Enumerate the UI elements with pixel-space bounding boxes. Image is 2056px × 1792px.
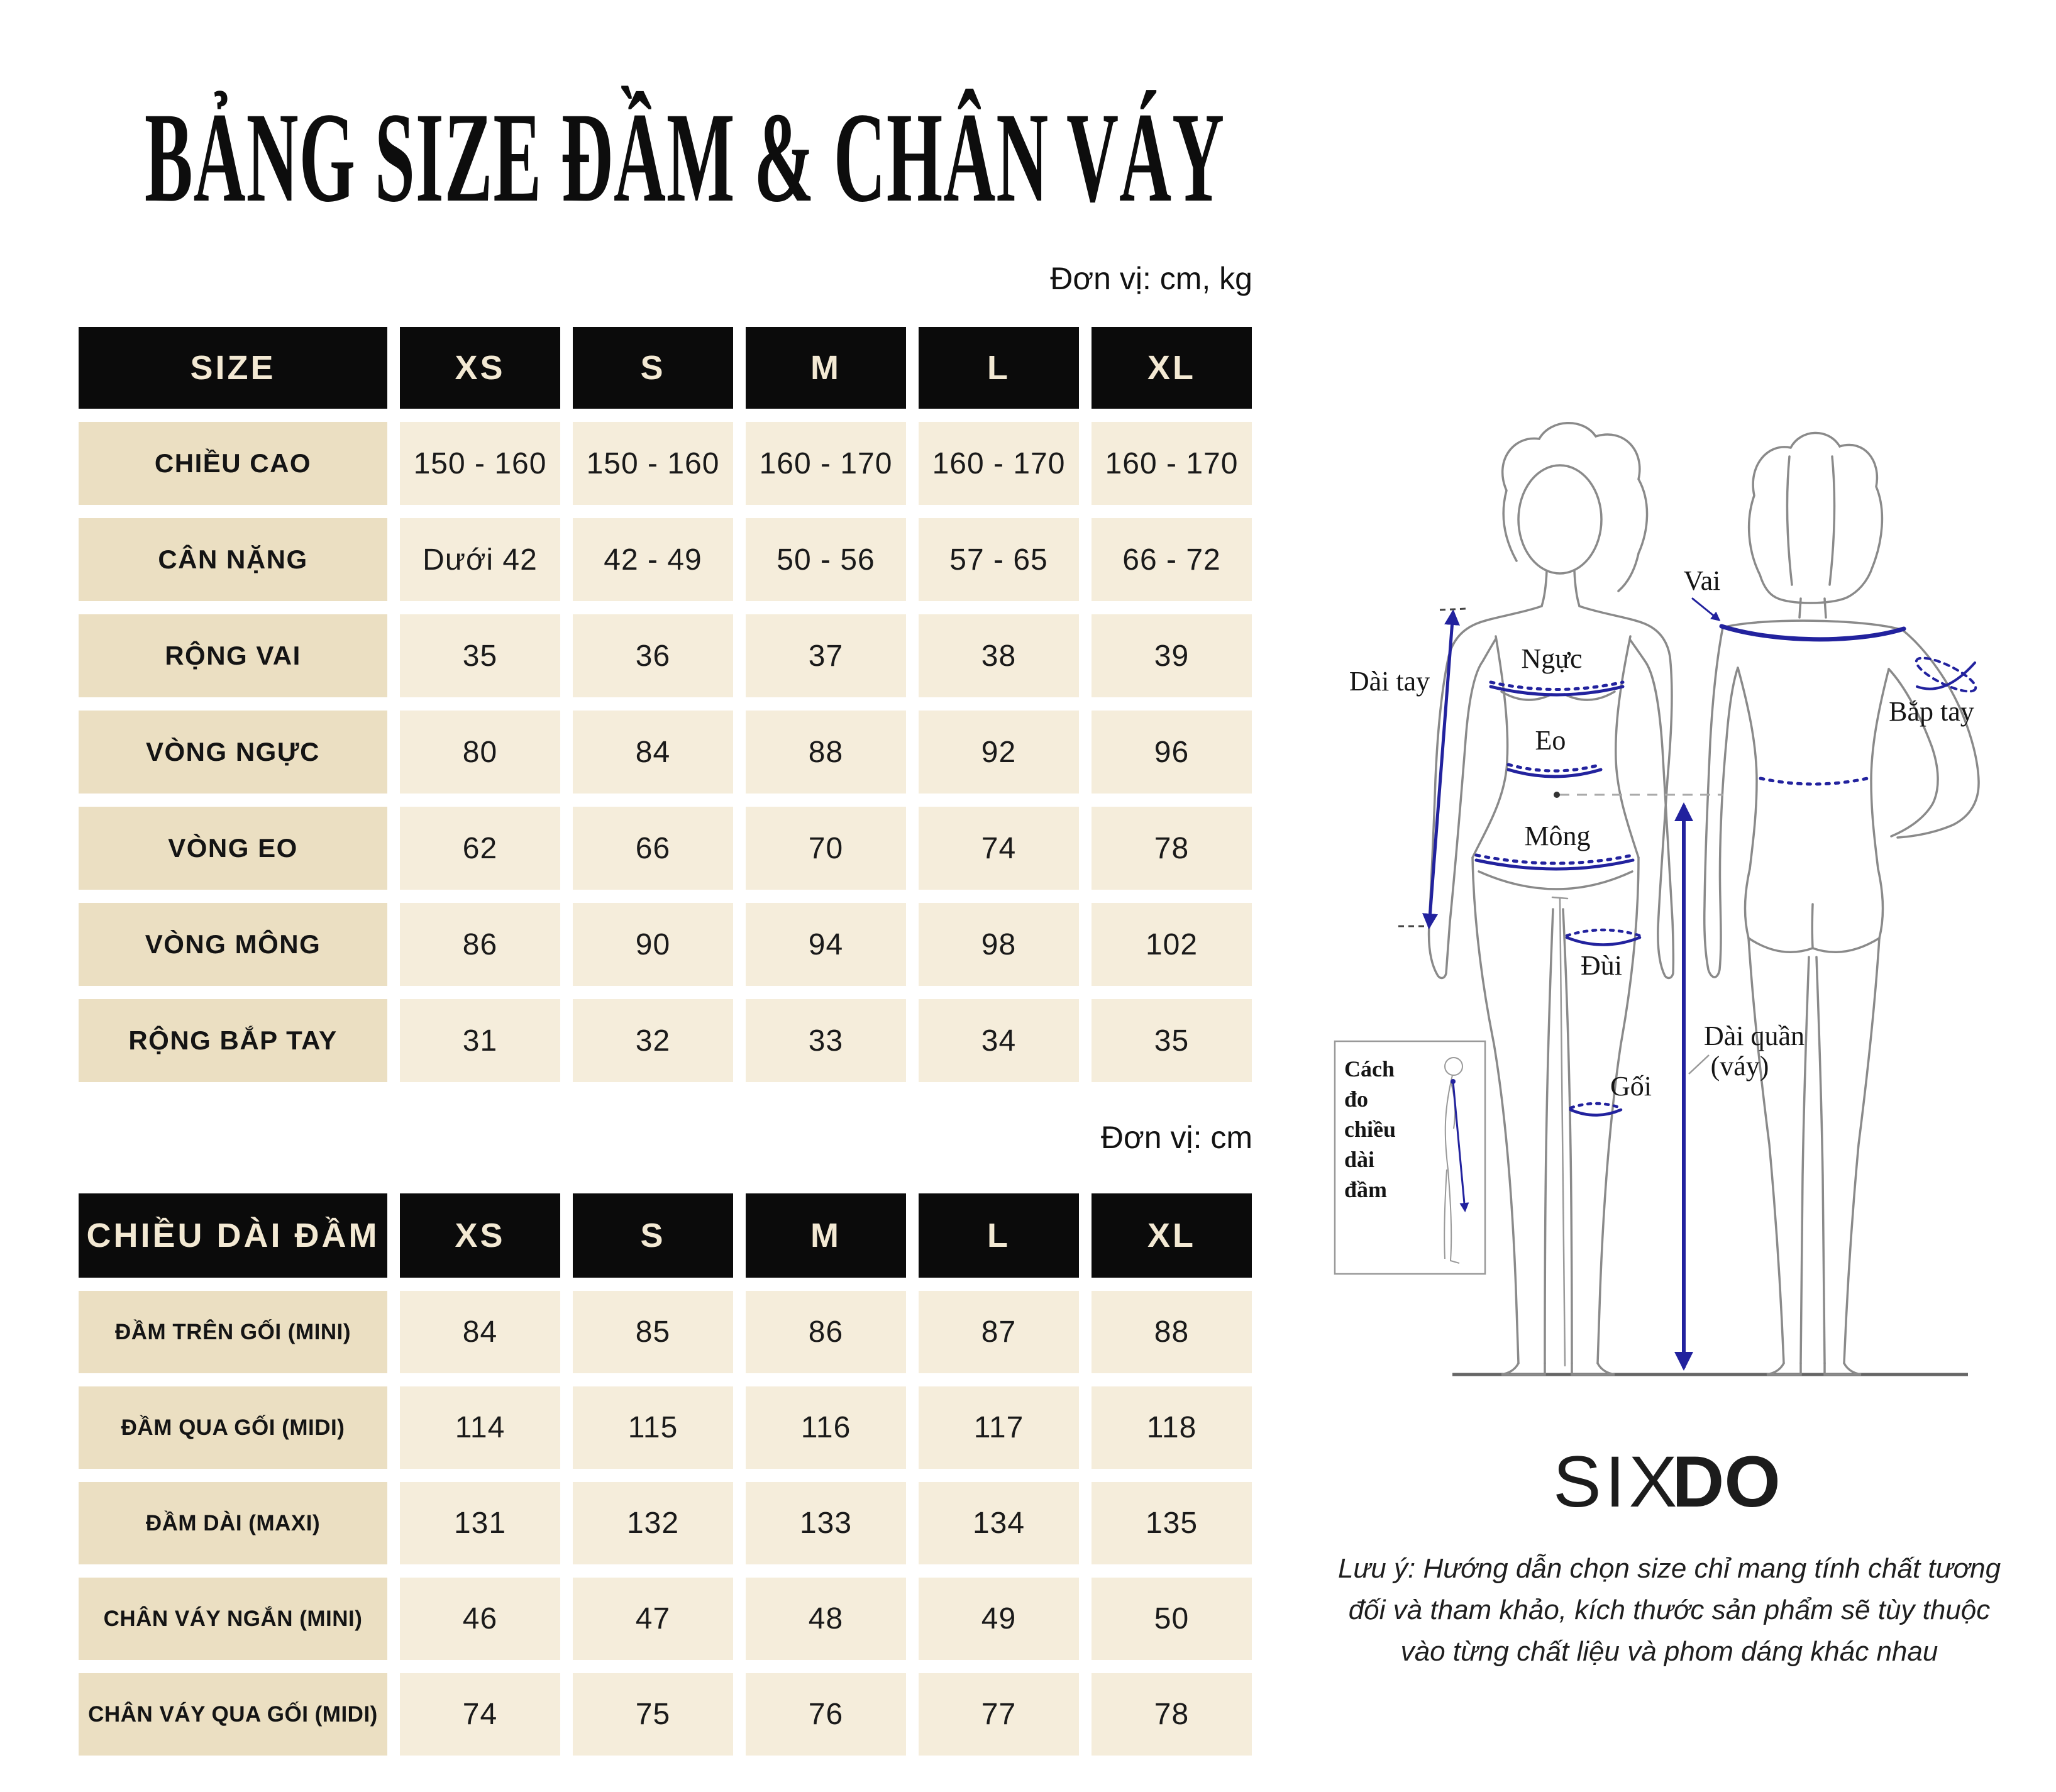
note-line: đối và tham khảo, kích thước sản phẩm sẽ tùy thuộc (1348, 1595, 1991, 1625)
sleeve-tick-top (1440, 609, 1466, 610)
value-cell: 102 (1092, 903, 1252, 986)
unit-note-table1: Đơn vị: cm, kg (1050, 261, 1252, 296)
value-cell: 96 (1092, 711, 1252, 794)
value-cell: 133 (746, 1482, 906, 1564)
value-cell: 70 (746, 807, 906, 890)
inset-measure-dot (1451, 1079, 1456, 1084)
note-line: Lưu ý: Hướng dẫn chọn size chỉ mang tính chất tương (1337, 1553, 2001, 1584)
hip-line-dotted (1476, 855, 1633, 863)
sleeve-length-arrow (1429, 612, 1453, 926)
waist-line-dotted (1508, 765, 1601, 771)
value-cell: 48 (746, 1578, 906, 1660)
row-label-cell: RỘNG VAI (79, 614, 387, 697)
row-label-cell: ĐẦM QUA GỐI (MIDI) (79, 1386, 387, 1469)
value-cell: 42 - 49 (573, 518, 733, 601)
label-garment-length-1: Dài quần (1703, 1020, 1805, 1051)
inset-line: đo (1344, 1087, 1369, 1112)
value-cell: 86 (746, 1291, 906, 1373)
thigh-line-dotted (1567, 930, 1640, 936)
length-table-header-cell: L (919, 1193, 1079, 1278)
length-table-header-cell: S (573, 1193, 733, 1278)
hip-reference-dot (1554, 792, 1560, 798)
value-cell: 160 - 170 (1092, 422, 1252, 505)
value-cell: 50 - 56 (746, 518, 906, 601)
row-label-cell: ĐẦM DÀI (MAXI) (79, 1482, 387, 1564)
length-table-header-cell: M (746, 1193, 906, 1278)
label-upper-arm: Bắp tay (1889, 696, 1974, 727)
row-label-cell: CÂN NẶNG (79, 518, 387, 601)
value-cell: 98 (919, 903, 1079, 986)
inset-line: Cách (1344, 1056, 1395, 1081)
note-line: vào từng chất liệu và phom dáng khác nhau (1400, 1636, 1938, 1667)
value-cell: 47 (573, 1578, 733, 1660)
row-label-cell: VÒNG EO (79, 807, 387, 890)
value-cell: 76 (746, 1673, 906, 1756)
value-cell: 35 (1092, 999, 1252, 1082)
value-cell: 32 (573, 999, 733, 1082)
brand-logo-six: SIX (1553, 1442, 1681, 1522)
value-cell: 74 (400, 1673, 560, 1756)
value-cell: 84 (400, 1291, 560, 1373)
size-table-header-cell: SIZE (79, 327, 387, 409)
value-cell: 134 (919, 1482, 1079, 1564)
value-cell: 49 (919, 1578, 1079, 1660)
size-table-header-cell: XS (400, 327, 560, 409)
length-table (79, 1193, 1252, 1756)
label-bust: Ngực (1521, 643, 1583, 674)
shoulder-arrow (1693, 599, 1719, 620)
row-label-cell: RỘNG BẮP TAY (79, 999, 387, 1082)
length-label-connector (1689, 1055, 1709, 1074)
value-cell: 78 (1092, 1673, 1252, 1756)
row-label-cell: VÒNG MÔNG (79, 903, 387, 986)
value-cell: 160 - 170 (919, 422, 1079, 505)
value-cell: 88 (746, 711, 906, 794)
value-cell: 80 (400, 711, 560, 794)
value-cell: 66 (573, 807, 733, 890)
value-cell: 87 (919, 1291, 1079, 1373)
size-table-header-cell: XL (1092, 327, 1252, 409)
value-cell: 132 (573, 1482, 733, 1564)
row-label-cell: ĐẦM TRÊN GỐI (MINI) (79, 1291, 387, 1373)
label-knee: Gối (1610, 1071, 1652, 1102)
value-cell: 160 - 170 (746, 422, 906, 505)
value-cell: 46 (400, 1578, 560, 1660)
note-text (1308, 1548, 2031, 1673)
value-cell: 118 (1092, 1386, 1252, 1469)
value-cell: 36 (573, 614, 733, 697)
row-label-cell: CHIỀU CAO (79, 422, 387, 505)
value-cell: 75 (573, 1673, 733, 1756)
upper-arm-ellipse (1913, 652, 1980, 698)
value-cell: 150 - 160 (573, 422, 733, 505)
value-cell: 90 (573, 903, 733, 986)
value-cell: 33 (746, 999, 906, 1082)
length-table-header-cell: XS (400, 1193, 560, 1278)
value-cell: 50 (1092, 1578, 1252, 1660)
value-cell: 85 (573, 1291, 733, 1373)
page-title: BẢNG SIZE ĐẦM & CHÂN VÁY (145, 86, 1225, 229)
size-table-header-cell: M (746, 327, 906, 409)
value-cell: 84 (573, 711, 733, 794)
label-garment-length-2: (váy) (1710, 1051, 1769, 1081)
label-waist: Eo (1535, 725, 1566, 756)
label-shoulder: Vai (1683, 565, 1721, 596)
value-cell: 38 (919, 614, 1079, 697)
value-cell: 135 (1092, 1482, 1252, 1564)
value-cell: 115 (573, 1386, 733, 1469)
value-cell: 116 (746, 1386, 906, 1469)
value-cell: 35 (400, 614, 560, 697)
value-cell: 78 (1092, 807, 1252, 890)
measuring-stick (1560, 898, 1565, 1366)
size-table-header-cell: S (573, 327, 733, 409)
value-cell: 77 (919, 1673, 1079, 1756)
size-table (79, 327, 1252, 1082)
brand-logo (1553, 1442, 1781, 1522)
brand-logo-do: DO (1672, 1442, 1781, 1522)
value-cell: 37 (746, 614, 906, 697)
label-sleeve: Dài tay (1349, 666, 1430, 697)
inset-line: đầm (1344, 1177, 1388, 1202)
label-thigh: Đùi (1581, 950, 1622, 981)
value-cell: 39 (1092, 614, 1252, 697)
value-cell: 114 (400, 1386, 560, 1469)
value-cell: 150 - 160 (400, 422, 560, 505)
back-waist-dotted (1760, 778, 1867, 784)
inset-line: chiều (1344, 1117, 1396, 1142)
value-cell: 88 (1092, 1291, 1252, 1373)
size-table-header-cell: L (919, 327, 1079, 409)
row-label-cell: CHÂN VÁY NGẮN (MINI) (79, 1578, 387, 1660)
row-label-cell: CHÂN VÁY QUA GỐI (MIDI) (79, 1673, 387, 1756)
value-cell: 57 - 65 (919, 518, 1079, 601)
label-hip: Mông (1524, 821, 1591, 851)
value-cell: 131 (400, 1482, 560, 1564)
inset-line: dài (1344, 1147, 1375, 1172)
value-cell: 66 - 72 (1092, 518, 1252, 601)
value-cell: 62 (400, 807, 560, 890)
value-cell: 94 (746, 903, 906, 986)
back-figure (1705, 433, 1979, 1374)
measuring-stick-cap (1552, 897, 1567, 899)
length-table-header-cell: CHIỀU DÀI ĐẦM (79, 1193, 387, 1278)
row-label-cell: VÒNG NGỰC (79, 711, 387, 794)
shoulder-line (1722, 626, 1904, 639)
value-cell: Dưới 42 (400, 518, 560, 601)
value-cell: 92 (919, 711, 1079, 794)
thigh-line-solid (1567, 937, 1640, 945)
value-cell: 117 (919, 1386, 1079, 1469)
unit-note-table2: Đơn vị: cm (1100, 1120, 1252, 1155)
value-cell: 31 (400, 999, 560, 1082)
value-cell: 34 (919, 999, 1079, 1082)
length-table-header-cell: XL (1092, 1193, 1252, 1278)
value-cell: 74 (919, 807, 1079, 890)
bust-line-dotted (1491, 682, 1623, 690)
measure-inset-box (1335, 1041, 1485, 1274)
measurement-diagram (1283, 396, 2056, 1415)
value-cell: 86 (400, 903, 560, 986)
